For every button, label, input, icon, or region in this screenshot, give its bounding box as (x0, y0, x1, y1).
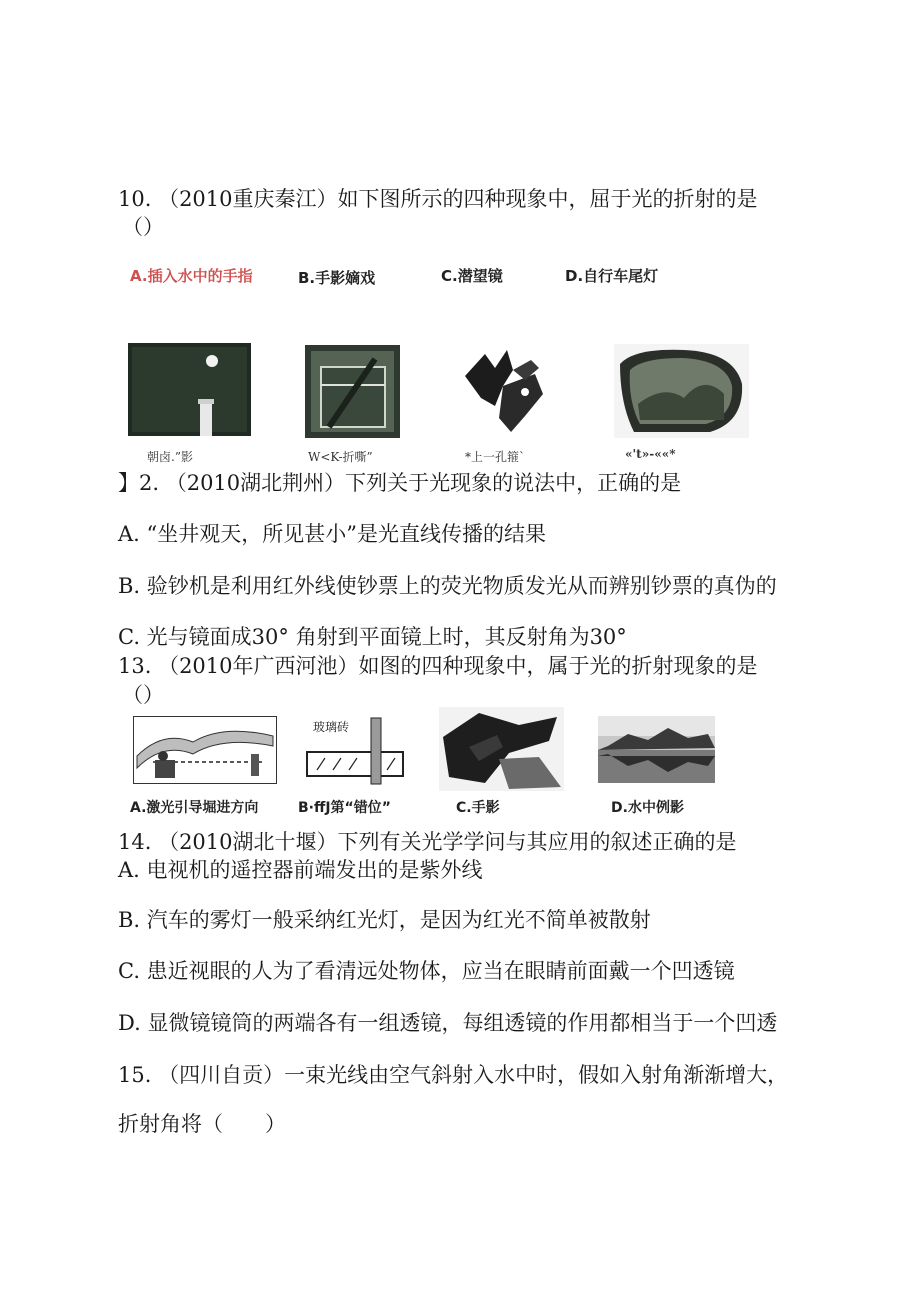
q13-caption-a: A.激光引导堀进方向 (130, 800, 259, 816)
q10-image-mirror (614, 344, 749, 438)
q10-stem-line2: （） (122, 215, 164, 239)
q13-glass-brick-label: 玻璃砖 (313, 720, 350, 734)
q13-stem-line1: 13. （2010年广西河池）如图的四种现象中，属于光的折射现象的是 (118, 654, 758, 678)
q10-caption-a: 朝卤.”影 (147, 450, 193, 464)
q13-caption-d: D.水中例影 (611, 800, 684, 816)
q10-caption-c: *上一孔箍` (465, 450, 526, 464)
q10-option-a: A.插入水中的手指 (130, 267, 253, 285)
q12-option-b: B. 验钞机是利用红外线使钞票上的荧光物质发光从而辨别钞票的真伪的 (118, 574, 777, 598)
q13-stem-line2: （） (122, 683, 164, 707)
q14-option-d: D. 显微镜镜筒的两端各有一组透镜，每组透镜的作用都相当于一个凹透 (118, 1011, 778, 1035)
q10-caption-d: «'t»-««* (625, 447, 676, 461)
q14-option-b: B. 汽车的雾灯一般采纳红光灯，是因为红光不简单被散射 (118, 908, 651, 932)
q15-stem-line1: 15. （四川自贡）一束光线由空气斜射入水中时，假如入射角渐渐增大， (118, 1063, 789, 1087)
q10-image-finger-in-water (305, 345, 400, 438)
q12-option-a: A. “坐井观天，所见甚小”是光直线传播的结果 (118, 522, 546, 546)
q13-caption-c: C.手影 (456, 800, 500, 816)
q12-option-c: C. 光与镜面成30° 角射到平面镜上时，其反射角为30° (118, 625, 627, 649)
q10-option-b: B.手影嫡戏 (298, 269, 376, 287)
q10-option-c: C.潜望镜 (441, 267, 503, 285)
q10-caption-b: W<K-折嘶” (308, 450, 373, 464)
q10-image-pinhole-moon (128, 343, 251, 436)
q10-image-hand-shadow (455, 346, 551, 438)
q10-stem-line1: 10. （2010重庆秦江）如下图所示的四种现象中，屈于光的折射的是 (118, 187, 758, 211)
q13-caption-b: B·ffJ第“错位” (298, 800, 391, 816)
q13-image-hand-shadow (439, 707, 564, 791)
q13-image-laser-tunnel (133, 716, 277, 784)
q10-option-d: D.自行车尾灯 (565, 267, 659, 285)
q14-option-c: C. 患近视眼的人为了看清远处物体，应当在眼睛前面戴一个凹透镜 (118, 959, 735, 983)
q12-stem: 】2. （2010湖北荆州）下列关于光现象的说法中，正确的是 (118, 471, 682, 495)
q15-stem-line2: 折射角将（ ） (118, 1112, 286, 1136)
q13-image-reflection (598, 716, 715, 783)
q14-stem: 14. （2010湖北十堰）下列有关光学学问与其应用的叙述正确的是 (118, 830, 737, 854)
q14-option-a: A. 电视机的遥控器前端发出的是紫外线 (118, 858, 483, 882)
